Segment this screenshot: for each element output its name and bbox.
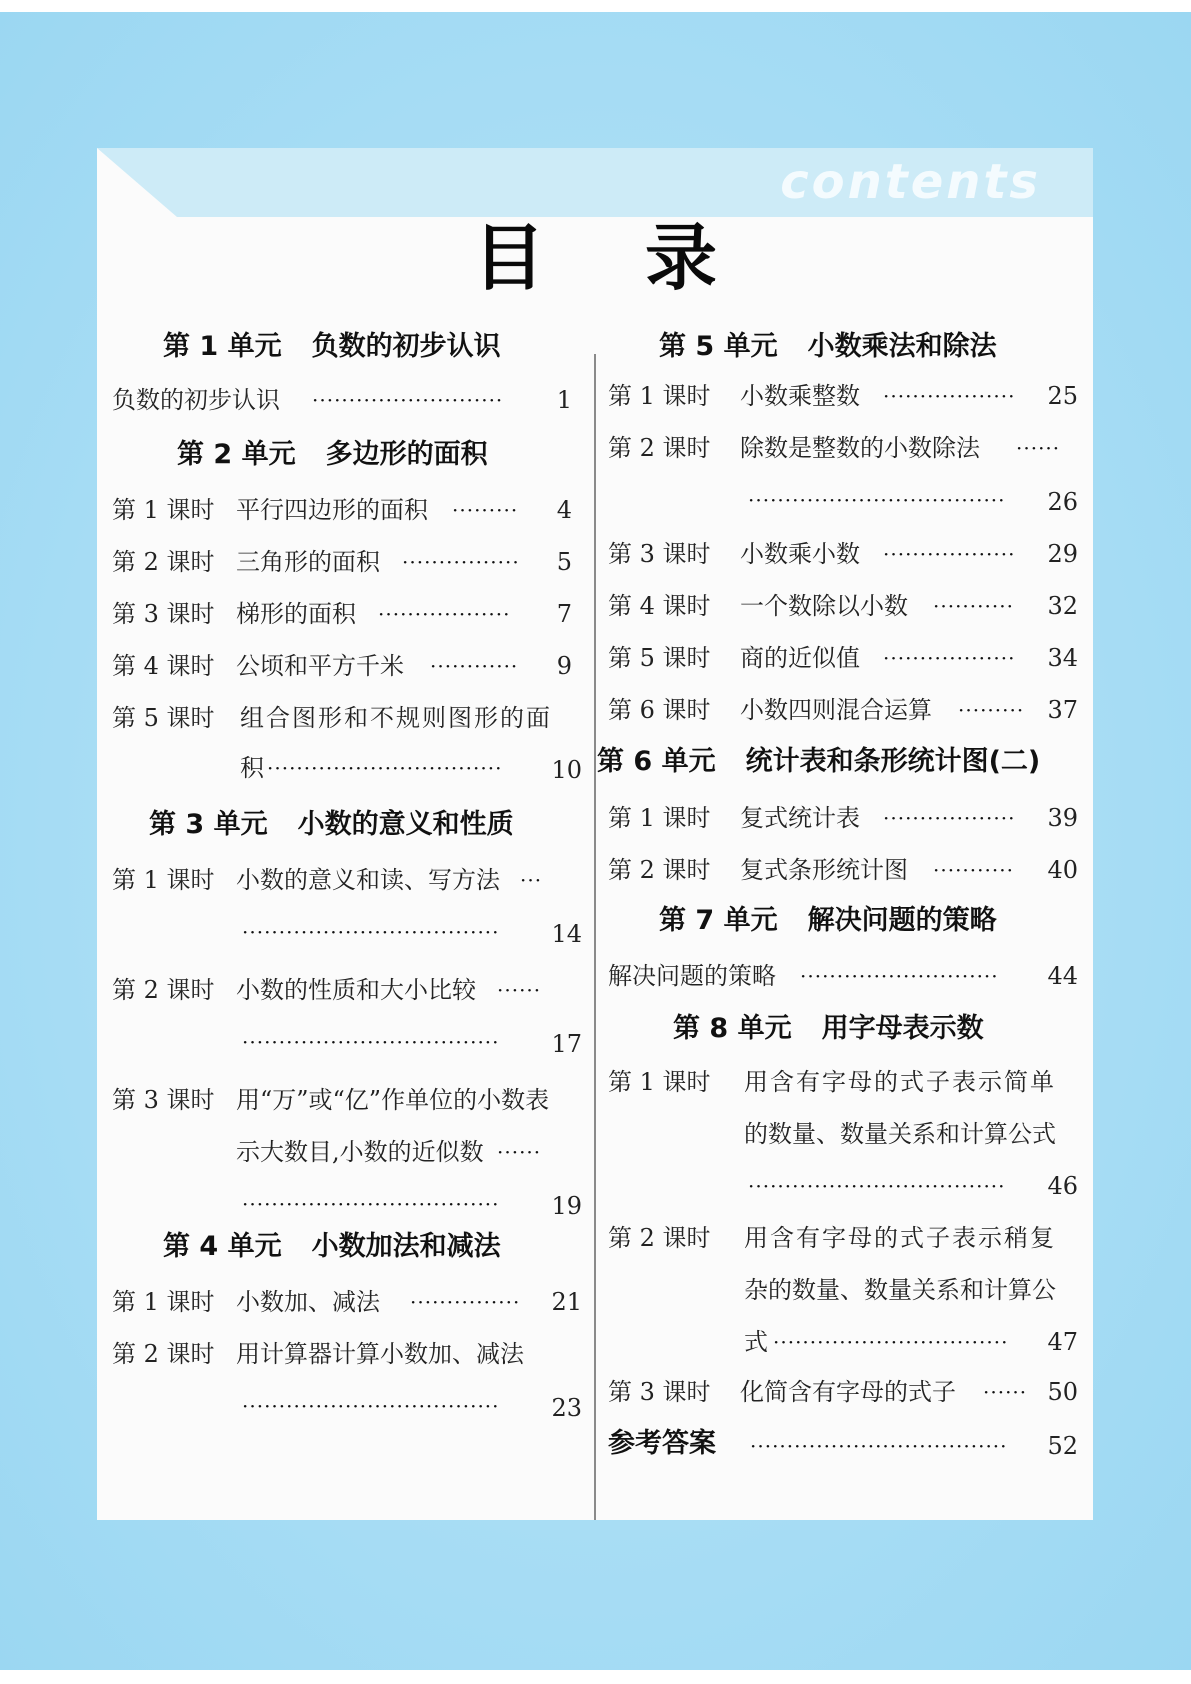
page-number: 19 [551,1192,582,1220]
unit-name: 统计表和条形统计图(二) [745,746,1041,777]
contents-card [97,148,1093,1520]
leader-dots: ·················· [883,646,1016,670]
entry-title: 小数乘小数 [740,540,860,568]
entry-title: 解决问题的策略 [608,962,776,990]
title-char-2: 录 [645,216,718,300]
lesson-label: 第 1 课时 [112,1288,215,1316]
lesson-label: 第 3 课时 [608,540,711,568]
entry-title: 复式条形统计图 [740,856,908,884]
entry-title: 公顷和平方千米 [236,652,404,680]
page-number: 17 [551,1030,582,1058]
unit-heading-7 [659,904,997,938]
unit-name: 解决问题的策略 [807,905,997,936]
leader-dots: ··································· [242,1192,500,1216]
lesson-label: 第 2 课时 [608,434,711,462]
entry-title: 组合图形和不规则图形的面 [240,704,552,732]
entry-title: 平行四边形的面积 [236,496,428,524]
lesson-label: 第 1 课时 [112,866,215,894]
page-number: 26 [1047,488,1078,516]
page-number: 1 [556,386,572,414]
leader-dots: ··································· [242,1030,500,1054]
leader-dots: ······ [497,1140,542,1164]
leader-dots: ··· [520,868,543,892]
entry-title-cont: 的数量、数量关系和计算公式 [744,1120,1056,1148]
page-number: 4 [556,496,572,524]
leader-dots: ·················· [883,806,1016,830]
page-number: 34 [1047,644,1078,672]
entry-title: 用“万”或“亿”作单位的小数表 [236,1086,550,1114]
leader-dots: ··········· [933,594,1014,618]
banner-word: contents [780,154,1041,210]
unit-label: 第 8 单元 [673,1013,792,1044]
leader-dots: ································ [267,756,503,780]
toc-entry[interactable] [112,1084,582,1220]
entry-title: 商的近似值 [740,644,860,672]
unit-heading-5 [659,330,997,364]
unit-label: 第 5 单元 [659,331,778,362]
page-number: 21 [551,1288,582,1316]
entry-title: 梯形的面积 [236,600,356,628]
leader-dots: ··································· [750,1434,1008,1458]
page-number: 5 [556,548,572,576]
lesson-label: 第 6 课时 [608,696,711,724]
unit-heading-3 [149,808,514,842]
entry-title-cont: 积 [240,754,264,782]
title-char-1: 目 [472,216,545,300]
unit-heading-8 [673,1012,984,1046]
unit-heading-4 [163,1230,501,1264]
unit-label: 第 1 单元 [163,331,282,362]
entry-title-cont: 示大数目,小数的近似数 [236,1138,484,1166]
page-number: 25 [1047,382,1078,410]
leader-dots: ········· [452,498,519,522]
entry-title: 小数的意义和读、写方法 [236,866,500,894]
lesson-label: 第 4 课时 [608,592,711,620]
page-number: 47 [1047,1328,1078,1356]
lesson-label: 第 5 课时 [608,644,711,672]
unit-name: 用字母表示数 [821,1013,984,1044]
page-number: 46 [1047,1172,1078,1200]
column-divider [594,354,596,1520]
page-number: 14 [551,920,582,948]
toc-entry[interactable] [112,702,582,782]
entry-title: 负数的初步认识 [112,386,280,414]
unit-name: 小数加法和减法 [311,1231,501,1262]
lesson-label: 第 5 课时 [112,704,215,732]
page-title [97,200,1093,304]
unit-label: 第 2 单元 [177,439,296,470]
entry-title: 一个数除以小数 [740,592,908,620]
unit-label: 第 3 单元 [149,809,268,840]
toc-entry[interactable] [112,864,582,948]
leader-dots: ··········· [933,858,1014,882]
entry-title-cont: 杂的数量、数量关系和计算公 [744,1276,1056,1304]
lesson-label: 第 1 课时 [112,496,215,524]
entry-title: 化简含有字母的式子 [740,1378,956,1406]
page-number: 7 [556,600,572,628]
leader-dots: ··························· [800,964,999,988]
entry-title: 复式统计表 [740,804,860,832]
leader-dots: ·················· [883,384,1016,408]
lesson-label: 第 3 课时 [112,600,215,628]
unit-label: 第 6 单元 [597,746,716,777]
lesson-label: 第 2 课时 [112,548,215,576]
page-number: 10 [551,756,582,784]
answers-title: 参考答案 [608,1428,716,1459]
leader-dots: ·················· [883,542,1016,566]
page-number: 50 [1047,1378,1078,1406]
page-number: 9 [556,652,572,680]
leader-dots: ··············· [410,1290,521,1314]
leader-dots: ········· [958,698,1025,722]
toc-entry[interactable] [608,1222,1078,1356]
leader-dots: ··································· [748,488,1006,512]
page-number: 32 [1047,592,1078,620]
entry-title-cont: 式 [744,1328,768,1356]
unit-name: 小数乘法和除法 [807,331,997,362]
leader-dots: ······ [983,1380,1028,1404]
leader-dots: ··································· [242,920,500,944]
leader-dots: ··································· [242,1394,500,1418]
entry-title: 用含有字母的式子表示稍复 [744,1224,1056,1252]
leader-dots: ································ [773,1330,1009,1354]
leader-dots: ······ [1016,436,1061,460]
unit-name: 多边形的面积 [325,439,488,470]
unit-name: 负数的初步认识 [311,331,501,362]
leader-dots: ······ [497,978,542,1002]
entry-title: 小数的性质和大小比较 [236,976,476,1004]
lesson-label: 第 2 课时 [608,856,711,884]
leader-dots: ·················· [378,602,511,626]
lesson-label: 第 1 课时 [608,804,711,832]
unit-heading-2 [177,438,488,472]
unit-label: 第 7 单元 [659,905,778,936]
leader-dots: ············ [430,654,519,678]
unit-heading-6 [597,745,1040,779]
page-number: 39 [1047,804,1078,832]
entry-title: 用计算器计算小数加、减法 [236,1340,524,1368]
lesson-label: 第 4 课时 [112,652,215,680]
lesson-label: 第 1 课时 [608,1068,711,1096]
leader-dots: ·························· [312,388,504,412]
toc-entry[interactable] [112,974,582,1058]
entry-title: 小数加、减法 [236,1288,380,1316]
entry-title: 三角形的面积 [236,548,380,576]
unit-label: 第 4 单元 [163,1231,282,1262]
entry-title: 小数乘整数 [740,382,860,410]
page-number: 23 [551,1394,582,1422]
lesson-label: 第 2 课时 [608,1224,711,1252]
lesson-label: 第 1 课时 [608,382,711,410]
lesson-label: 第 2 课时 [112,976,215,1004]
leader-dots: ················ [402,550,520,574]
page-number: 52 [1047,1432,1078,1460]
entry-title: 小数四则混合运算 [740,696,932,724]
page-number: 29 [1047,540,1078,568]
page-number: 44 [1047,962,1078,990]
leader-dots: ··································· [748,1174,1006,1198]
entry-title: 用含有字母的式子表示简单 [744,1068,1056,1096]
page-number: 37 [1047,696,1078,724]
unit-heading-1 [163,330,501,364]
toc-entry[interactable] [608,432,1078,516]
toc-entry[interactable] [112,1338,582,1422]
toc-entry[interactable] [608,1066,1078,1200]
entry-title: 除数是整数的小数除法 [740,434,980,462]
lesson-label: 第 3 课时 [112,1086,215,1114]
lesson-label: 第 3 课时 [608,1378,711,1406]
lesson-label: 第 2 课时 [112,1340,215,1368]
page-number: 40 [1047,856,1078,884]
unit-name: 小数的意义和性质 [297,809,514,840]
